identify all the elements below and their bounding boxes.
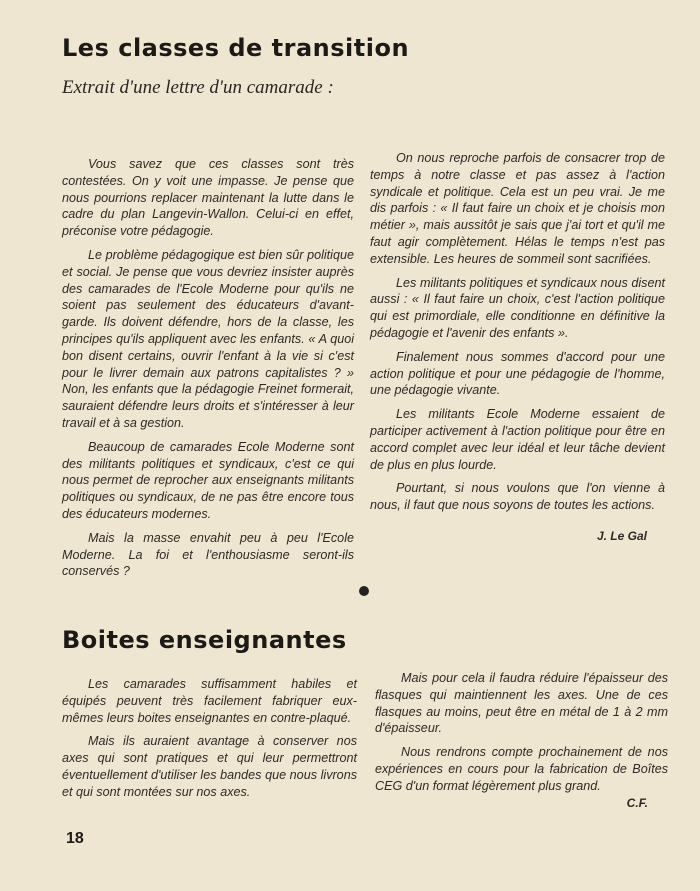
paragraph: Finalement nous sommes d'accord pour une action politique et pour une pédagogie de l'homme, une pédagogie vivante. [370, 349, 665, 398]
section-separator-dot [359, 586, 369, 596]
paragraph: Pourtant, si nous voulons que l'on vienne à nous, il faut que nous soyons de toutes les actions. [370, 481, 665, 513]
article-subtitle: Extrait d'une lettre d'un camarade : [62, 77, 334, 98]
paragraph-text: Nous rendrons compte prochainement de nos expériences en cours pour la fabrication de Boîtes CEG d'un format légèrement plus grand. [375, 745, 668, 793]
paragraph: Les militants Ecole Moderne essaient de participer activement à l'action politique pour être en accord complet avec leur idéal et leur tâche devient de plus en plus lourde. [370, 407, 665, 472]
paragraph: Les camarades suffisamment habiles et équipés peuvent très facilement fabriquer eux-mêmes leurs boites enseignantes en contre-plaqué. [62, 677, 357, 725]
paragraph: Les militants politiques et syndicaux nous disent aussi : « Il faut faire un choix, c'est l'action politique qui est primordiale, elle conditionne en définitive la pédagogie et l'avenir des enfants ». [370, 275, 665, 340]
article1-column-right [370, 150, 665, 545]
signature: J. Le Gal [596, 528, 647, 543]
article-title-boites-enseignantes: Boites enseignantes [62, 626, 347, 654]
paragraph: Mais la masse envahit peu à peu l'Ecole Moderne. La foi et l'enthousiasme seront-ils conservés ? [62, 530, 354, 579]
paragraph [375, 744, 668, 810]
page-number: 18 [66, 830, 84, 847]
article1-column-left [62, 156, 354, 587]
article2-column-left [62, 676, 357, 808]
paragraph: Mais pour cela il faudra réduire l'épaisseur des flasques qui maintiennent les axes. Une de ces flasques au moins, peut être en métal de 1 à 2 mm d'épaisseur. [375, 671, 668, 736]
paragraph: Mais ils auraient avantage à conserver nos axes qui sont pratiques et qui leur permettront éventuellement d'utiliser les bandes que nous livrons et qui sont montées sur nos axes. [62, 734, 357, 799]
signature: C.F. [626, 795, 648, 810]
paragraph: Beaucoup de camarades Ecole Moderne sont des militants politiques et syndicaux, c'est ce qui nous permet de reprocher aux enseignants militants politiques ou syndicaux, de ne pas être encore tous des éducateurs modernes. [62, 439, 354, 521]
paragraph: Vous savez que ces classes sont très contestées. On y voit une impasse. Je pense que nous pourrions replacer maintenant la lutte dans le cadre du plan Langevin-Wallon. Celui-ci en effet, préconise votre pédagogie. [62, 157, 354, 239]
paragraph: Le problème pédagogique est bien sûr politique et social. Je pense que vous devriez insister auprès des camarades de l'Ecole Moderne pour qu'ils ne soient pas seulement des éducateurs d'avant-garde. Ils doivent défendre, hors de la classe, les principes qu'ils appliquent avec les enfants. « A quoi bon disent certains, ouvrir l'enfant à la vie si c'est pour le livrer demain aux patrons capitalistes ? » Non, les enfants que la pédagogie Freinet formerait, sauraient défendre leurs droits et s'intéresser à leur travail et à sa gestion. [62, 247, 354, 430]
article2-column-right [375, 670, 668, 811]
paragraph: On nous reproche parfois de consacrer trop de temps à notre classe et pas assez à l'action syndicale et politique. Cela est un peu vrai. Je me dis parfois : « Il faut faire un choix et je choisis mon métier », mais aussitôt je sais que j'ai tort et qu'il me faut agir complètement. Hélas le temps n'est pas extensible. Les heures de sommeil sont sacrifiées. [370, 151, 665, 266]
article-title-classes-transition: Les classes de transition [62, 34, 410, 62]
